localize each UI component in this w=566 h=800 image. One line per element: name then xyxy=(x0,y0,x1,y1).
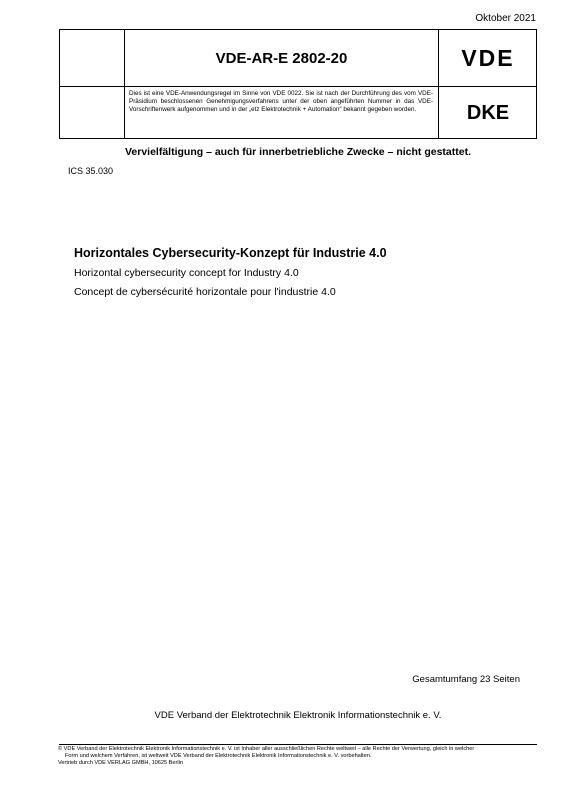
title-german: Horizontales Cybersecurity-Konzept für Industrie 4.0 xyxy=(74,246,387,260)
publisher: VDE Verband der Elektrotechnik Elektronik Informationstechnik e. V. xyxy=(154,710,442,721)
application-rule-note: Dies ist eine VDE-Anwendungsregel im Sinne von VDE 0022. Sie ist nach der Durchführung des vom VDE-Präsidium beschlossenen Genehmigungsverfahrens unter der oben angeführten Nummer in das VDE-Vorschriftenwerk aufgenommen und in der „etz Elektrotechnik + Automation“ bekannt gegeben worden. xyxy=(129,90,433,113)
reproduction-notice: Vervielfältigung – auch für innerbetriebliche Zwecke – nicht gestattet. xyxy=(124,146,471,158)
title-english: Horizontal cybersecurity concept for Industry 4.0 xyxy=(74,267,299,279)
copyright-notice xyxy=(58,746,528,766)
dke-logo: DKE xyxy=(466,101,510,124)
footer-divider xyxy=(59,744,537,745)
distribution-line: Vertrieb durch VDE VERLAG GMBH, 10625 Berlin xyxy=(58,759,183,766)
document-code: VDE-AR-E 2802-20 xyxy=(215,49,348,67)
copyright-line-2: Form und welchem Verfahren, ist weltweit VDE Verband der Elektrotechnik Elektronik Informationstechnik e. V. vorbehalten. xyxy=(65,752,372,759)
publication-date: Oktober 2021 xyxy=(475,13,536,24)
copyright-line-1: © VDE Verband der Elektrotechnik Elektronik Informationstechnik e. V. ist Inhaber aller ausschließlichen Rechte weltweit – alle Rechte der Verwertung, gleich in welcher xyxy=(58,746,475,752)
vde-logo: VDE xyxy=(461,44,515,71)
title-french: Concept de cybersécurité horizontale pour l'industrie 4.0 xyxy=(74,286,336,298)
total-pages: Gesamtumfang 23 Seiten xyxy=(412,674,520,685)
header-box xyxy=(59,29,537,139)
ics-code: ICS 35.030 xyxy=(68,166,114,176)
